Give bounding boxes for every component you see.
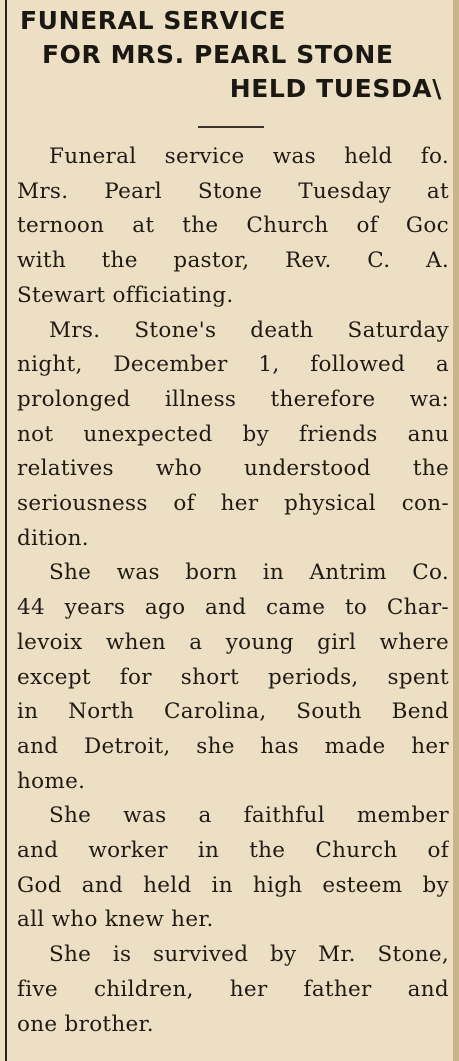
- text-line: not unexpected by friends anu: [17, 421, 449, 447]
- text-line: except for short periods, spent: [17, 664, 449, 690]
- headline-line-3: HELD TUESDA\: [229, 74, 442, 103]
- text-line: and worker in the Church of: [17, 838, 449, 864]
- text-line: levoix when a young girl where: [17, 629, 449, 655]
- text-line: She was born in Antrim Co.: [49, 560, 449, 586]
- text-line: Mrs. Stone's death Saturday: [49, 317, 449, 343]
- text-line: seriousness of her physical con-: [17, 491, 449, 517]
- text-line: one brother.: [17, 1011, 154, 1037]
- text-line: ternoon at the Church of Goc: [17, 213, 449, 239]
- headline-divider: [198, 126, 264, 128]
- text-line: night, December 1, followed a: [17, 352, 449, 378]
- headline-line-2: FOR MRS. PEARL STONE: [42, 40, 394, 69]
- text-line: home.: [17, 768, 86, 794]
- text-line: in North Carolina, South Bend: [17, 699, 449, 725]
- text-line: She is survived by Mr. Stone,: [49, 942, 449, 968]
- text-line: dition.: [17, 525, 89, 551]
- text-line: with the pastor, Rev. C. A.: [17, 248, 449, 274]
- text-line: Funeral service was held fo.: [49, 144, 449, 169]
- article-body: [17, 140, 449, 1042]
- text-line: and Detroit, she has made her: [17, 733, 449, 759]
- text-line: She was a faithful member: [49, 803, 449, 829]
- headline-line-1: FUNERAL SERVICE: [20, 6, 287, 35]
- text-line: 44 years ago and came to Char-: [17, 595, 449, 621]
- paragraph-4: [17, 799, 449, 938]
- text-line: relatives who understood the: [17, 456, 449, 482]
- text-line: prolonged illness therefore wa:: [17, 386, 449, 412]
- headline: [20, 4, 450, 106]
- column-rule: [5, 0, 7, 1061]
- text-line: all who knew her.: [17, 907, 214, 933]
- paragraph-3: [17, 556, 449, 799]
- text-line: Mrs. Pearl Stone Tuesday at: [17, 178, 449, 204]
- paper-edge: [453, 0, 459, 1061]
- paragraph-2: [17, 314, 449, 557]
- text-line: five children, her father and: [17, 976, 449, 1002]
- paragraph-1: [17, 140, 449, 314]
- paragraph-5: [17, 938, 449, 1042]
- text-line: Stewart officiating.: [17, 282, 234, 308]
- text-line: God and held in high esteem by: [17, 872, 449, 898]
